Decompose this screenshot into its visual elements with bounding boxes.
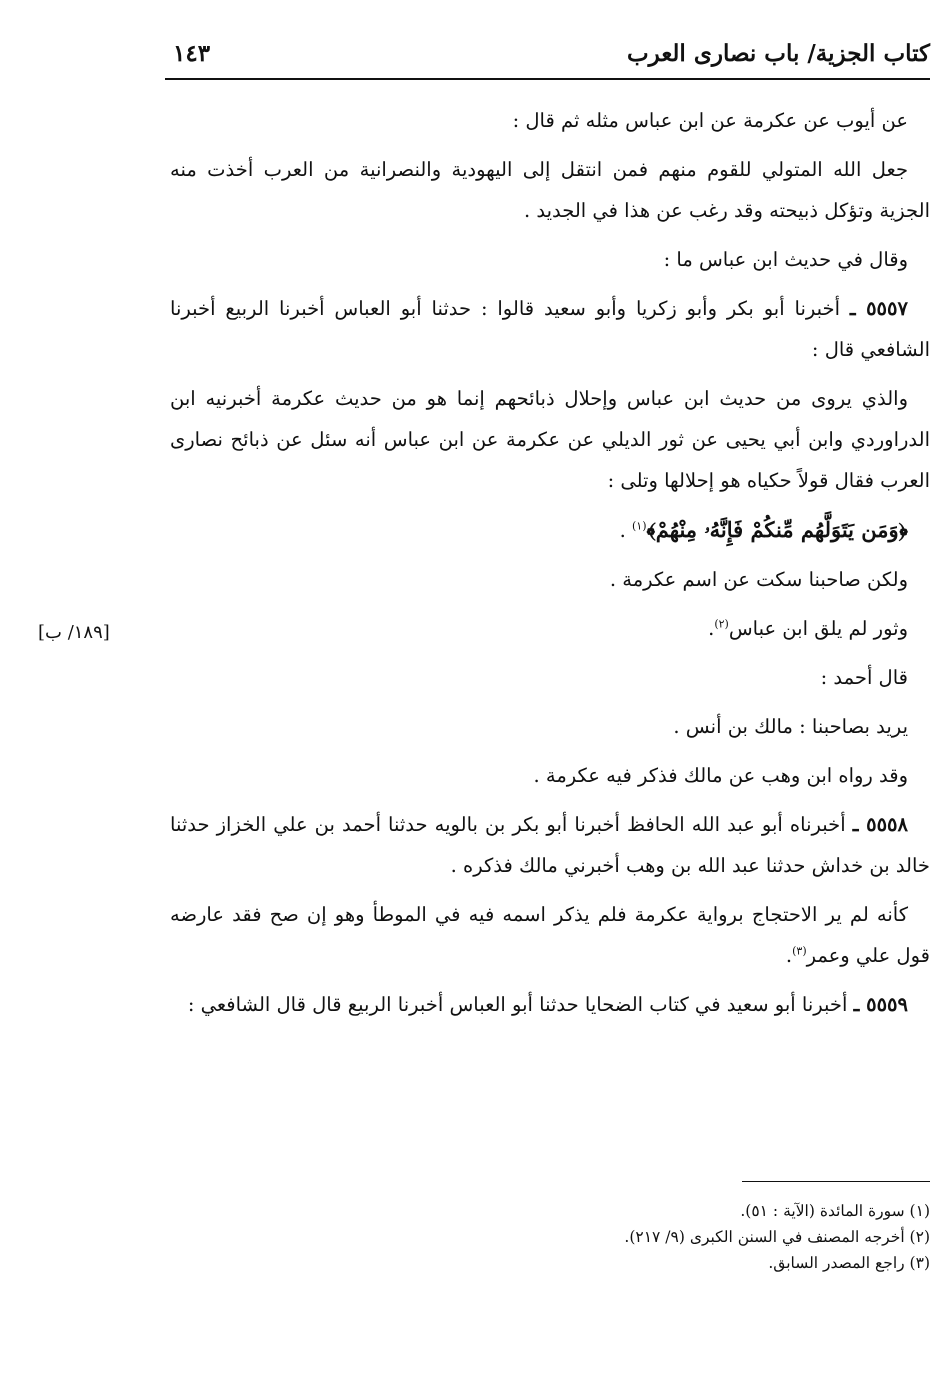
hadith-entry: ٥٥٥٧ ـ أخبرنا أبو بكر وأبو زكريا وأبو سعيد قالوا : حدثنا أبو العباس أخبرنا الربيع أخبرنا الشافعي قال : <box>170 297 930 361</box>
paragraph: وقال في حديث ابن عباس ما : <box>663 248 908 271</box>
footnote-ref: (١) <box>631 519 647 533</box>
footnote-ref: (٣) <box>792 944 807 958</box>
margin-folio-note: [١٨٩/ ب] <box>38 622 110 643</box>
paragraph: جعل الله المتولي للقوم منهم فمن انتقل إلى اليهودية والنصرانية من العرب أخذت منه الجزية وتؤكل ذبيحته وقد رغب عن هذا في الجديد . <box>170 158 930 222</box>
header-rule <box>165 78 930 80</box>
paragraph: والذي يروى من حديث ابن عباس وإحلال ذبائحهم إنما هو من حديث عكرمة أخبرنيه ابن الدراوردي وابن أبي يحيى عن ثور الديلي عن عكرمة عن ابن عباس أنه سئل عن ذبائح نصارى العرب فقال قولاً حكياه هو إحلالها وتلى : <box>170 387 930 492</box>
hadith-entry: ٥٥٥٨ ـ أخبرناه أبو عبد الله الحافظ أخبرنا أبو بكر بن بالويه حدثنا أحمد بن علي الخزاز حدثنا خالد بن خداش حدثنا عبد الله بن وهب أخبرني مالك فذكره . <box>170 813 930 877</box>
paragraph: وقد رواه ابن وهب عن مالك فذكر فيه عكرمة . <box>533 764 908 787</box>
footnote-ref: (٢) <box>714 617 729 631</box>
footnote: (٣) راجع المصدر السابق. <box>768 1254 930 1272</box>
hadith-number: ٥٥٥٨ ـ <box>852 813 908 836</box>
paragraph: قال أحمد : <box>820 666 908 689</box>
footnote-separator <box>742 1181 930 1182</box>
header-title: كتاب الجزية/ باب نصارى العرب <box>626 40 930 67</box>
hadith-entry: ٥٥٥٩ ـ أخبرنا أبو سعيد في كتاب الضحايا حدثنا أبو العباس أخبرنا الربيع قال قال الشافعي : <box>187 993 908 1016</box>
footnote: (١) سورة المائدة (الآية : ٥١). <box>740 1202 930 1220</box>
hadith-number: ٥٥٥٩ ـ <box>853 993 908 1016</box>
footnotes <box>170 1198 930 1276</box>
paragraph: كأنه لم ير الاحتجاج برواية عكرمة فلم يذكر اسمه فيه في الموطأ وهو إن صح فقد عارضه قول علي وعمر$^{(٣)}$. <box>170 903 930 967</box>
hadith-number: ٥٥٥٧ ـ <box>849 297 908 320</box>
quran-verse: ﴿وَمَن يَتَوَلَّهُم مِّنكُمْ فَإِنَّهُۥ مِنْهُمْ﴾$^{(١)}$ . <box>619 517 908 542</box>
page-number: ١٤٣ <box>173 40 211 67</box>
footnote: (٢) أخرجه المصنف في السنن الكبرى (٩/ ٢١٧). <box>624 1228 930 1246</box>
paragraph: عن أيوب عن عكرمة عن ابن عباس مثله ثم قال : <box>512 109 908 132</box>
paragraph: ولكن صاحبنا سكت عن اسم عكرمة . <box>609 568 908 591</box>
paragraph: يريد بصاحبنا : مالك بن أنس . <box>673 715 908 738</box>
running-header <box>165 38 930 78</box>
main-text <box>170 100 930 1033</box>
paragraph: وثور لم يلق ابن عباس$^{(٢)}$. <box>708 617 908 640</box>
